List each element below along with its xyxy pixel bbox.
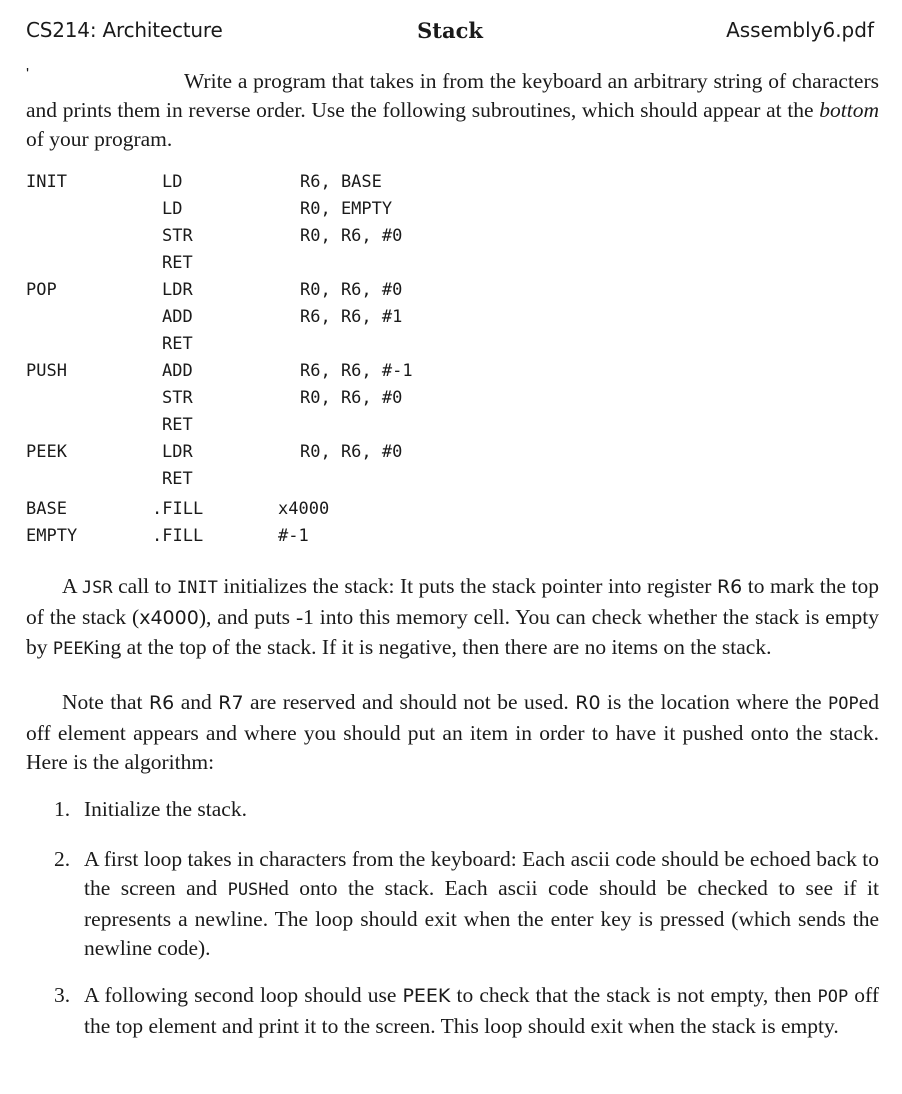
- code-opcode: RET: [162, 253, 193, 273]
- list-text: [84, 845, 879, 963]
- inline-code: POP: [827, 694, 859, 714]
- code-opcode: STR: [162, 388, 193, 408]
- page-header: [26, 18, 874, 46]
- code-line: [26, 253, 626, 277]
- code-directive: .FILL: [152, 526, 204, 546]
- code-value: #-1: [278, 526, 309, 546]
- address-value: x4000: [139, 607, 199, 629]
- list-number: 1.: [54, 797, 71, 821]
- code-operands: R0, R6, #0: [300, 280, 403, 300]
- text-run: to mark the top of the stack (: [26, 574, 880, 629]
- code-line: [26, 334, 626, 358]
- register-name: R6: [716, 576, 743, 598]
- text-run: Initialize the stack.: [84, 797, 247, 821]
- intro-text-2: of your program.: [26, 127, 173, 151]
- file-name: Assembly6.pdf: [726, 18, 874, 42]
- code-opcode: ADD: [162, 361, 193, 381]
- code-label: PUSH: [26, 361, 67, 381]
- code-directive: .FILL: [152, 499, 204, 519]
- register-name: R7: [218, 692, 244, 714]
- code-line: [26, 172, 626, 196]
- code-opcode: RET: [162, 469, 193, 489]
- inline-code: PEEK: [52, 639, 94, 659]
- intro-text-1: Write a program that takes in from the keyboard an arbitrary string of characters and prints them in reverse order. Use the following subroutines, which should appear at the: [26, 69, 879, 122]
- list-number: 3.: [54, 983, 71, 1007]
- intro-paragraph: [26, 67, 879, 154]
- code-line: [26, 361, 626, 385]
- code-operands: R0, R6, #0: [300, 442, 403, 462]
- code-line: [26, 469, 626, 493]
- code-opcode: RET: [162, 415, 193, 435]
- code-line: [26, 388, 626, 412]
- code-line: [26, 526, 626, 550]
- code-operands: R6, R6, #1: [300, 307, 403, 327]
- text-run: initializes the stack: It puts the stack pointer into register: [217, 574, 717, 598]
- inline-code: INIT: [176, 578, 218, 598]
- text-run: are reserved and should not be used.: [243, 690, 576, 714]
- text-run: A first loop takes in characters from the keyboard: Each ascii code should be echoed back to the screen and: [84, 847, 879, 900]
- code-label: PEEK: [26, 442, 67, 462]
- code-operands: R0, R6, #0: [300, 388, 403, 408]
- register-name: R6: [148, 692, 175, 714]
- code-opcode: LDR: [162, 280, 193, 300]
- inline-code: JSR: [81, 578, 113, 598]
- code-label: POP: [26, 280, 57, 300]
- code-line: [26, 199, 626, 223]
- text-run: Note that: [62, 690, 149, 714]
- text-run: off the top element and print it to the screen. This loop should exit when the stack is empty.: [84, 983, 879, 1038]
- code-opcode: RET: [162, 334, 193, 354]
- code-line: [26, 280, 626, 304]
- code-operands: R0, EMPTY: [300, 199, 393, 219]
- code-label: EMPTY: [26, 526, 78, 546]
- section-title: Stack: [417, 18, 483, 43]
- margin-mark: ': [26, 66, 30, 83]
- inline-code: PEEK: [402, 985, 451, 1007]
- code-opcode: STR: [162, 226, 193, 246]
- code-line: [26, 442, 626, 466]
- course-title: CS214: Architecture: [26, 18, 223, 42]
- code-value: x4000: [278, 499, 330, 519]
- code-line: [26, 307, 626, 331]
- code-line: [26, 415, 626, 439]
- text-run: ), and puts -1 into this memory cell. You can check whether the stack is empty by: [26, 605, 880, 659]
- text-run: to check that the stack is not empty, then: [450, 983, 818, 1007]
- list-text: [84, 795, 879, 824]
- code-opcode: LD: [162, 172, 183, 192]
- text-run: A following second loop should use: [84, 983, 403, 1007]
- register-name: R0: [575, 692, 601, 714]
- code-label: INIT: [26, 172, 67, 192]
- inline-code: PUSH: [227, 880, 269, 900]
- text-run: and: [174, 690, 219, 714]
- code-opcode: LDR: [162, 442, 193, 462]
- registers-paragraph: [26, 688, 879, 777]
- text-run: ing at the top of the stack. If it is negative, then there are no items on the stack.: [93, 635, 772, 659]
- code-operands: R0, R6, #0: [300, 226, 403, 246]
- code-line: [26, 226, 626, 250]
- text-run: ed onto the stack. Each ascii code should be checked to see if it represents a newline. The loop should exit when the enter key is pressed (which sends the newline code).: [84, 876, 879, 960]
- text-run: ed off element appears and where you should put an item in order to have it pushed onto the stack. Here is the algorithm:: [26, 690, 879, 774]
- list-text: [84, 981, 879, 1041]
- text-run: A: [62, 574, 82, 598]
- code-operands: R6, BASE: [300, 172, 382, 192]
- code-operands: R6, R6, #-1: [300, 361, 413, 381]
- text-run: call to: [112, 574, 177, 598]
- code-opcode: ADD: [162, 307, 193, 327]
- list-number: 2.: [54, 847, 71, 871]
- code-label: BASE: [26, 499, 67, 519]
- code-opcode: LD: [162, 199, 183, 219]
- text-run: is the location where the: [600, 690, 828, 714]
- stack-init-paragraph: [26, 572, 879, 664]
- code-line: [26, 499, 626, 523]
- inline-code: POP: [817, 987, 849, 1007]
- intro-emphasis: bottom: [819, 98, 879, 122]
